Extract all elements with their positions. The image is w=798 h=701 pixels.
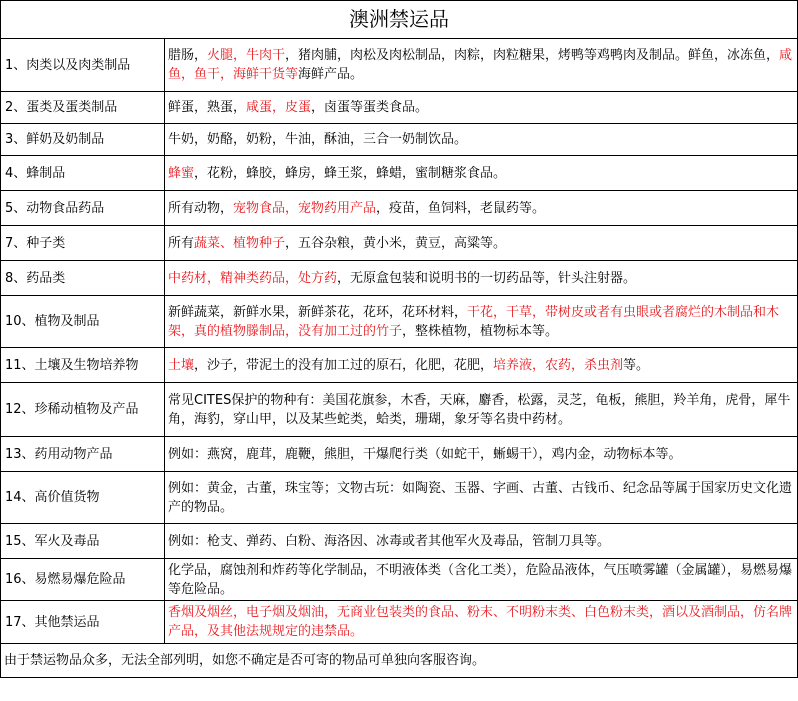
- description-text: ，无原盒包装和说明书的一切药品等，针头注射器。: [337, 270, 637, 286]
- description-text: 牛奶，奶酪，奶粉，牛油，酥油，三合一奶制饮品。: [168, 132, 468, 147]
- category-cell: 11、土壤及生物培养物: [1, 348, 165, 383]
- table-row: [1, 261, 798, 296]
- highlighted-text: 土壤: [168, 357, 195, 373]
- description-text: ，五谷杂粮，黄小米，黄豆，高粱等。: [285, 235, 507, 251]
- table-row: [1, 156, 798, 191]
- category-cell: 3、鲜奶及奶制品: [1, 124, 165, 156]
- description-text: 腊肠，: [168, 48, 208, 63]
- category-cell: 10、植物及制品: [1, 296, 165, 348]
- highlighted-text: 咸蛋，皮蛋: [246, 100, 312, 115]
- category-cell: 16、易燃易爆危险品: [1, 559, 165, 601]
- description-text: 所有: [168, 235, 195, 251]
- table-row: [1, 191, 798, 226]
- highlighted-text: 咸鱼，鱼干，海鲜干货等: [168, 48, 793, 82]
- description-cell: [165, 261, 798, 296]
- highlighted-text: 香烟及烟丝，电子烟及烟油，无商业包装类的食品、粉末、不明粉末类、白色粉末类，酒以及酒制品，仿名牌产品，及其他法规规定的违禁品。: [168, 605, 793, 639]
- description-text: 新鲜蔬菜，新鲜水果，新鲜茶花，花环，花环材料，: [168, 304, 468, 320]
- category-cell: 4、蜂制品: [1, 156, 165, 191]
- description-text: ，猪肉脯，肉松及肉松制品，肉粽，肉粒糖果，烤鸭等鸡鸭肉及制品。鲜鱼，冰冻鱼，: [285, 48, 780, 63]
- description-text: 等。: [623, 357, 650, 373]
- description-cell: [165, 472, 798, 524]
- table-row: [1, 124, 798, 156]
- description-cell: [165, 191, 798, 226]
- description-text: 鲜蛋，熟蛋，: [168, 100, 247, 115]
- highlighted-text: 宠物食品，宠物药用产品: [233, 200, 377, 216]
- category-cell: 5、动物食品药品: [1, 191, 165, 226]
- description-cell: [165, 226, 798, 261]
- category-cell: 13、药用动物产品: [1, 437, 165, 472]
- description-text: 常见CITES保护的物种有：美国花旗参，木香，天麻，麝香，松露，灵芝，龟板，熊胆，羚羊角，虎骨，犀牛角，海豹，穿山甲，以及某些蛇类，蛤类，珊瑚，象牙等名贵中药材。: [168, 392, 791, 427]
- category-cell: 14、高价值货物: [1, 472, 165, 524]
- highlighted-text: 干花，干草，带树皮或者有虫眼或者腐烂的木制品和木架，真的植物滕制品，没有加工过的竹子: [168, 304, 780, 339]
- category-cell: 1、肉类以及肉类制品: [1, 39, 165, 92]
- description-cell: [165, 39, 798, 92]
- category-cell: 17、其他禁运品: [1, 601, 165, 644]
- description-text: 例如：枪支、弹药、白粉、海洛因、冰毒或者其他军火及毒品，管制刀具等。: [168, 533, 611, 549]
- description-cell: [165, 437, 798, 472]
- table-row: [1, 348, 798, 383]
- description-text: ，花粉，蜂胶，蜂房，蜂王浆，蜂蜡，蜜制糖浆食品。: [194, 165, 507, 181]
- description-cell: [165, 383, 798, 437]
- description-cell: [165, 124, 798, 156]
- table-row: [1, 296, 798, 348]
- description-text: ，卤蛋等蛋类食品。: [311, 100, 429, 115]
- category-cell: 7、种子类: [1, 226, 165, 261]
- table-body: [1, 1, 798, 678]
- table-row: [1, 437, 798, 472]
- description-cell: [165, 156, 798, 191]
- category-cell: 8、药品类: [1, 261, 165, 296]
- category-cell: 15、军火及毒品: [1, 524, 165, 559]
- category-cell: 2、蛋类及蛋类制品: [1, 92, 165, 124]
- description-text: 例如：燕窝，鹿茸，鹿鞭，熊胆，干爆爬行类（如蛇干，蜥蜴干），鸡内金，动物标本等。: [168, 446, 682, 462]
- table-row: [1, 226, 798, 261]
- description-text: 所有动物，: [168, 200, 234, 216]
- highlighted-text: 培养液，农药，杀虫剂: [493, 357, 624, 373]
- highlighted-text: 火腿，牛肉干: [207, 48, 286, 63]
- description-cell: [165, 559, 798, 601]
- description-cell: [165, 601, 798, 644]
- footer-row: [1, 644, 798, 678]
- description-cell: [165, 348, 798, 383]
- description-text: 化学品，腐蚀剂和炸药等化学制品，不明液体类（含化工类），危险品液体，气压喷雾罐（金属罐），易燃易爆等危险品。: [168, 562, 793, 597]
- highlighted-text: 蜂蜜: [168, 165, 195, 181]
- table-row: [1, 472, 798, 524]
- highlighted-text: 中药材，精神类药品，处方药: [168, 270, 338, 286]
- highlighted-text: 蔬菜、植物种子: [194, 235, 286, 251]
- description-text: 海鲜产品。: [298, 67, 364, 82]
- description-text: ，沙子，带泥土的没有加工过的原石，化肥，花肥，: [194, 357, 494, 373]
- description-text: ，疫苗，鱼饲料，老鼠药等。: [376, 200, 546, 216]
- description-cell: [165, 524, 798, 559]
- table-row: [1, 92, 798, 124]
- category-cell: 12、珍稀动植物及产品: [1, 383, 165, 437]
- description-cell: [165, 92, 798, 124]
- description-text: ，整株植物，植物标本等。: [402, 323, 559, 339]
- table-row: [1, 39, 798, 92]
- footer-note: 由于禁运物品众多，无法全部列明，如您不确定是否可寄的物品可单独向客服咨询。: [1, 644, 798, 678]
- description-text: 例如：黄金，古董，珠宝等；文物古玩：如陶瓷、玉器、字画、古董、古钱币、纪念品等属于国家历史文化遗产的物品。: [168, 480, 793, 515]
- title-row: [1, 1, 798, 39]
- description-cell: [165, 296, 798, 348]
- table-row: [1, 559, 798, 601]
- table-row: [1, 524, 798, 559]
- table-title: 澳洲禁运品: [1, 1, 798, 39]
- table-row: [1, 383, 798, 437]
- table-row: [1, 601, 798, 644]
